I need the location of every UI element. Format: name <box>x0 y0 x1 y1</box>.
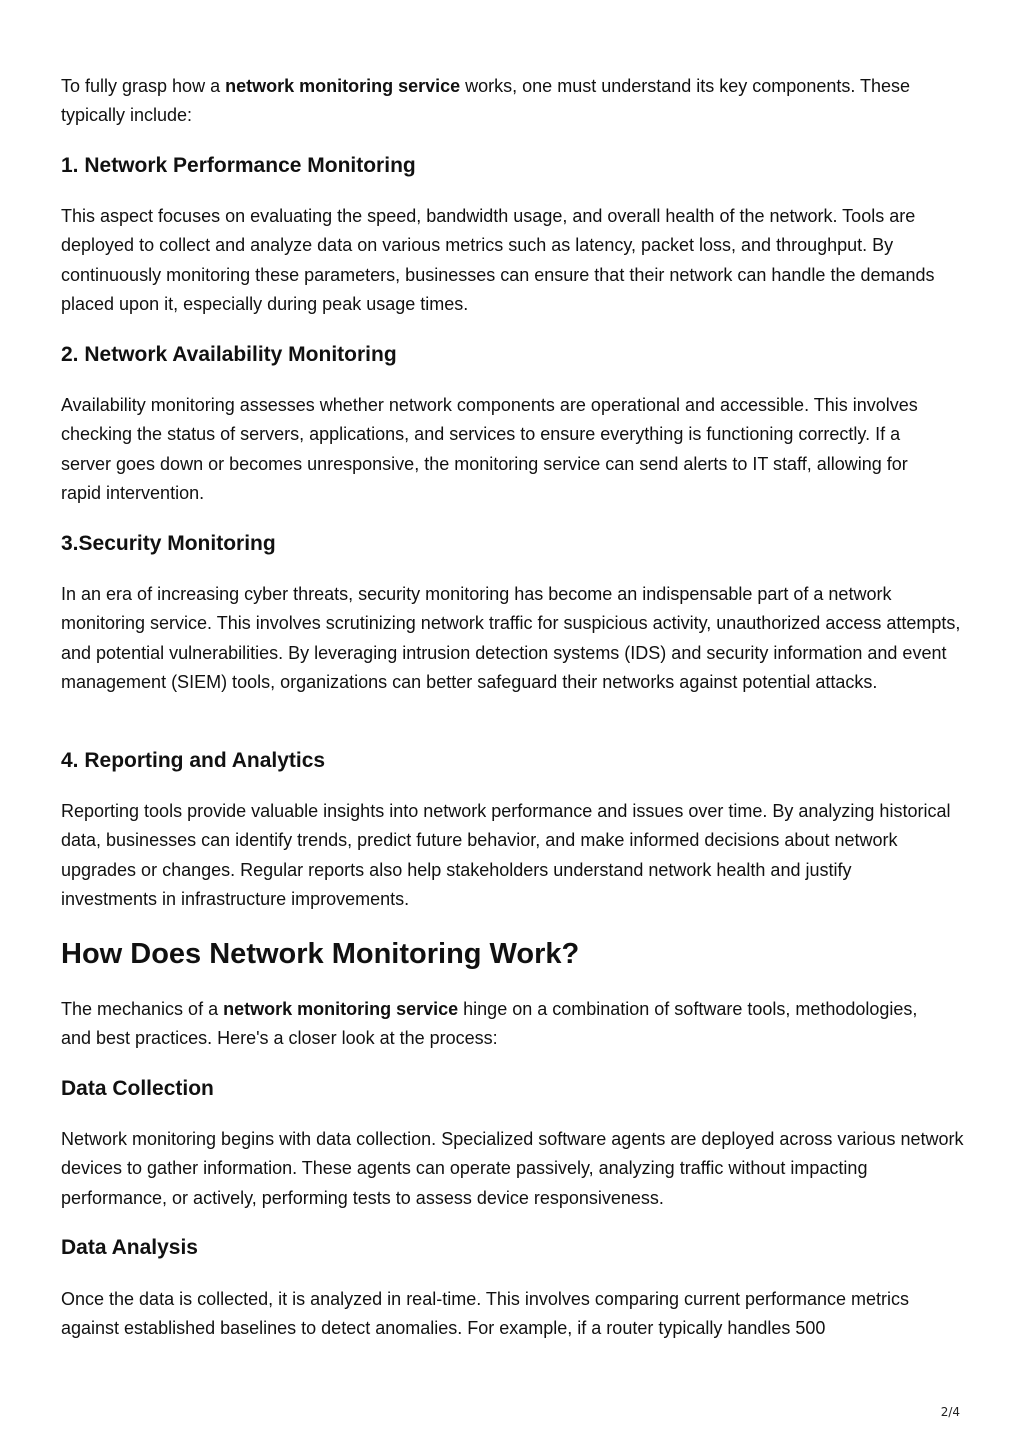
section-body-availability: Availability monitoring assesses whether network components are operational and accessible. This involves checking the status of servers, applications, and services to ensure everything is functioning correctly. If a server goes down or becomes unresponsive, the monitoring service can send alerts to IT staff, allowing for rapid intervention. <box>61 395 918 503</box>
section-heading-availability: 2. Network Availability Monitoring <box>61 343 397 366</box>
section-body-reporting: Reporting tools provide valuable insights into network performance and issues over time. By analyzing historical data, businesses can identify trends, predict future behavior, and make informed decisions about network upgrades or changes. Regular reports also help stakeholders understand network health and justify investments in infrastructure improvements. <box>61 801 951 909</box>
section-heading-performance: 1. Network Performance Monitoring <box>61 154 416 177</box>
section-body-security: In an era of increasing cyber threats, security monitoring has become an indispensable part of a network monitoring service. This involves scrutinizing network traffic for suspicious activity, unauthorized access attempts, and potential vulnerabilities. By leveraging intrusion detection systems (IDS) and security information and event management (SIEM) tools, organizations can better safeguard their networks against potential attacks. <box>61 584 961 692</box>
how-heading: How Does Network Monitoring Work? <box>61 938 580 970</box>
subsection-body-data-collection: Network monitoring begins with data collection. Specialized software agents are deployed across various network devices to gather information. These agents can operate passively, analyzing traffic without impacting performance, or actively, performing tests to assess device responsiveness. <box>61 1129 964 1208</box>
intro-bold-term: network monitoring service <box>225 76 461 96</box>
subsection-body-data-analysis: Once the data is collected, it is analyzed in real-time. This involves comparing current performance metrics against established baselines to detect anomalies. For example, if a router typically handles 500 <box>61 1289 910 1339</box>
section-heading-security: 3.Security Monitoring <box>61 532 276 555</box>
subsection-heading-data-collection: Data Collection <box>61 1077 214 1100</box>
section-body-performance: This aspect focuses on evaluating the speed, bandwidth usage, and overall health of the network. Tools are deployed to collect and analyze data on various metrics such as latency, packet loss, and throughput. By continuously monitoring these parameters, businesses can ensure that their network can handle the demands placed upon it, especially during peak usage times. <box>61 206 935 314</box>
intro-paragraph: To fully grasp how a network monitoring service works, one must understand its key components. These typically include: <box>61 76 911 126</box>
subsection-heading-data-analysis: Data Analysis <box>61 1236 198 1259</box>
page-number: 2/4 <box>940 1405 960 1419</box>
how-intro-paragraph: The mechanics of a network monitoring service hinge on a combination of software tools, methodologies, and best practices. Here's a closer look at the process: <box>61 999 918 1049</box>
section-heading-reporting: 4. Reporting and Analytics <box>61 749 326 772</box>
how-bold-term: network monitoring service <box>223 999 459 1019</box>
